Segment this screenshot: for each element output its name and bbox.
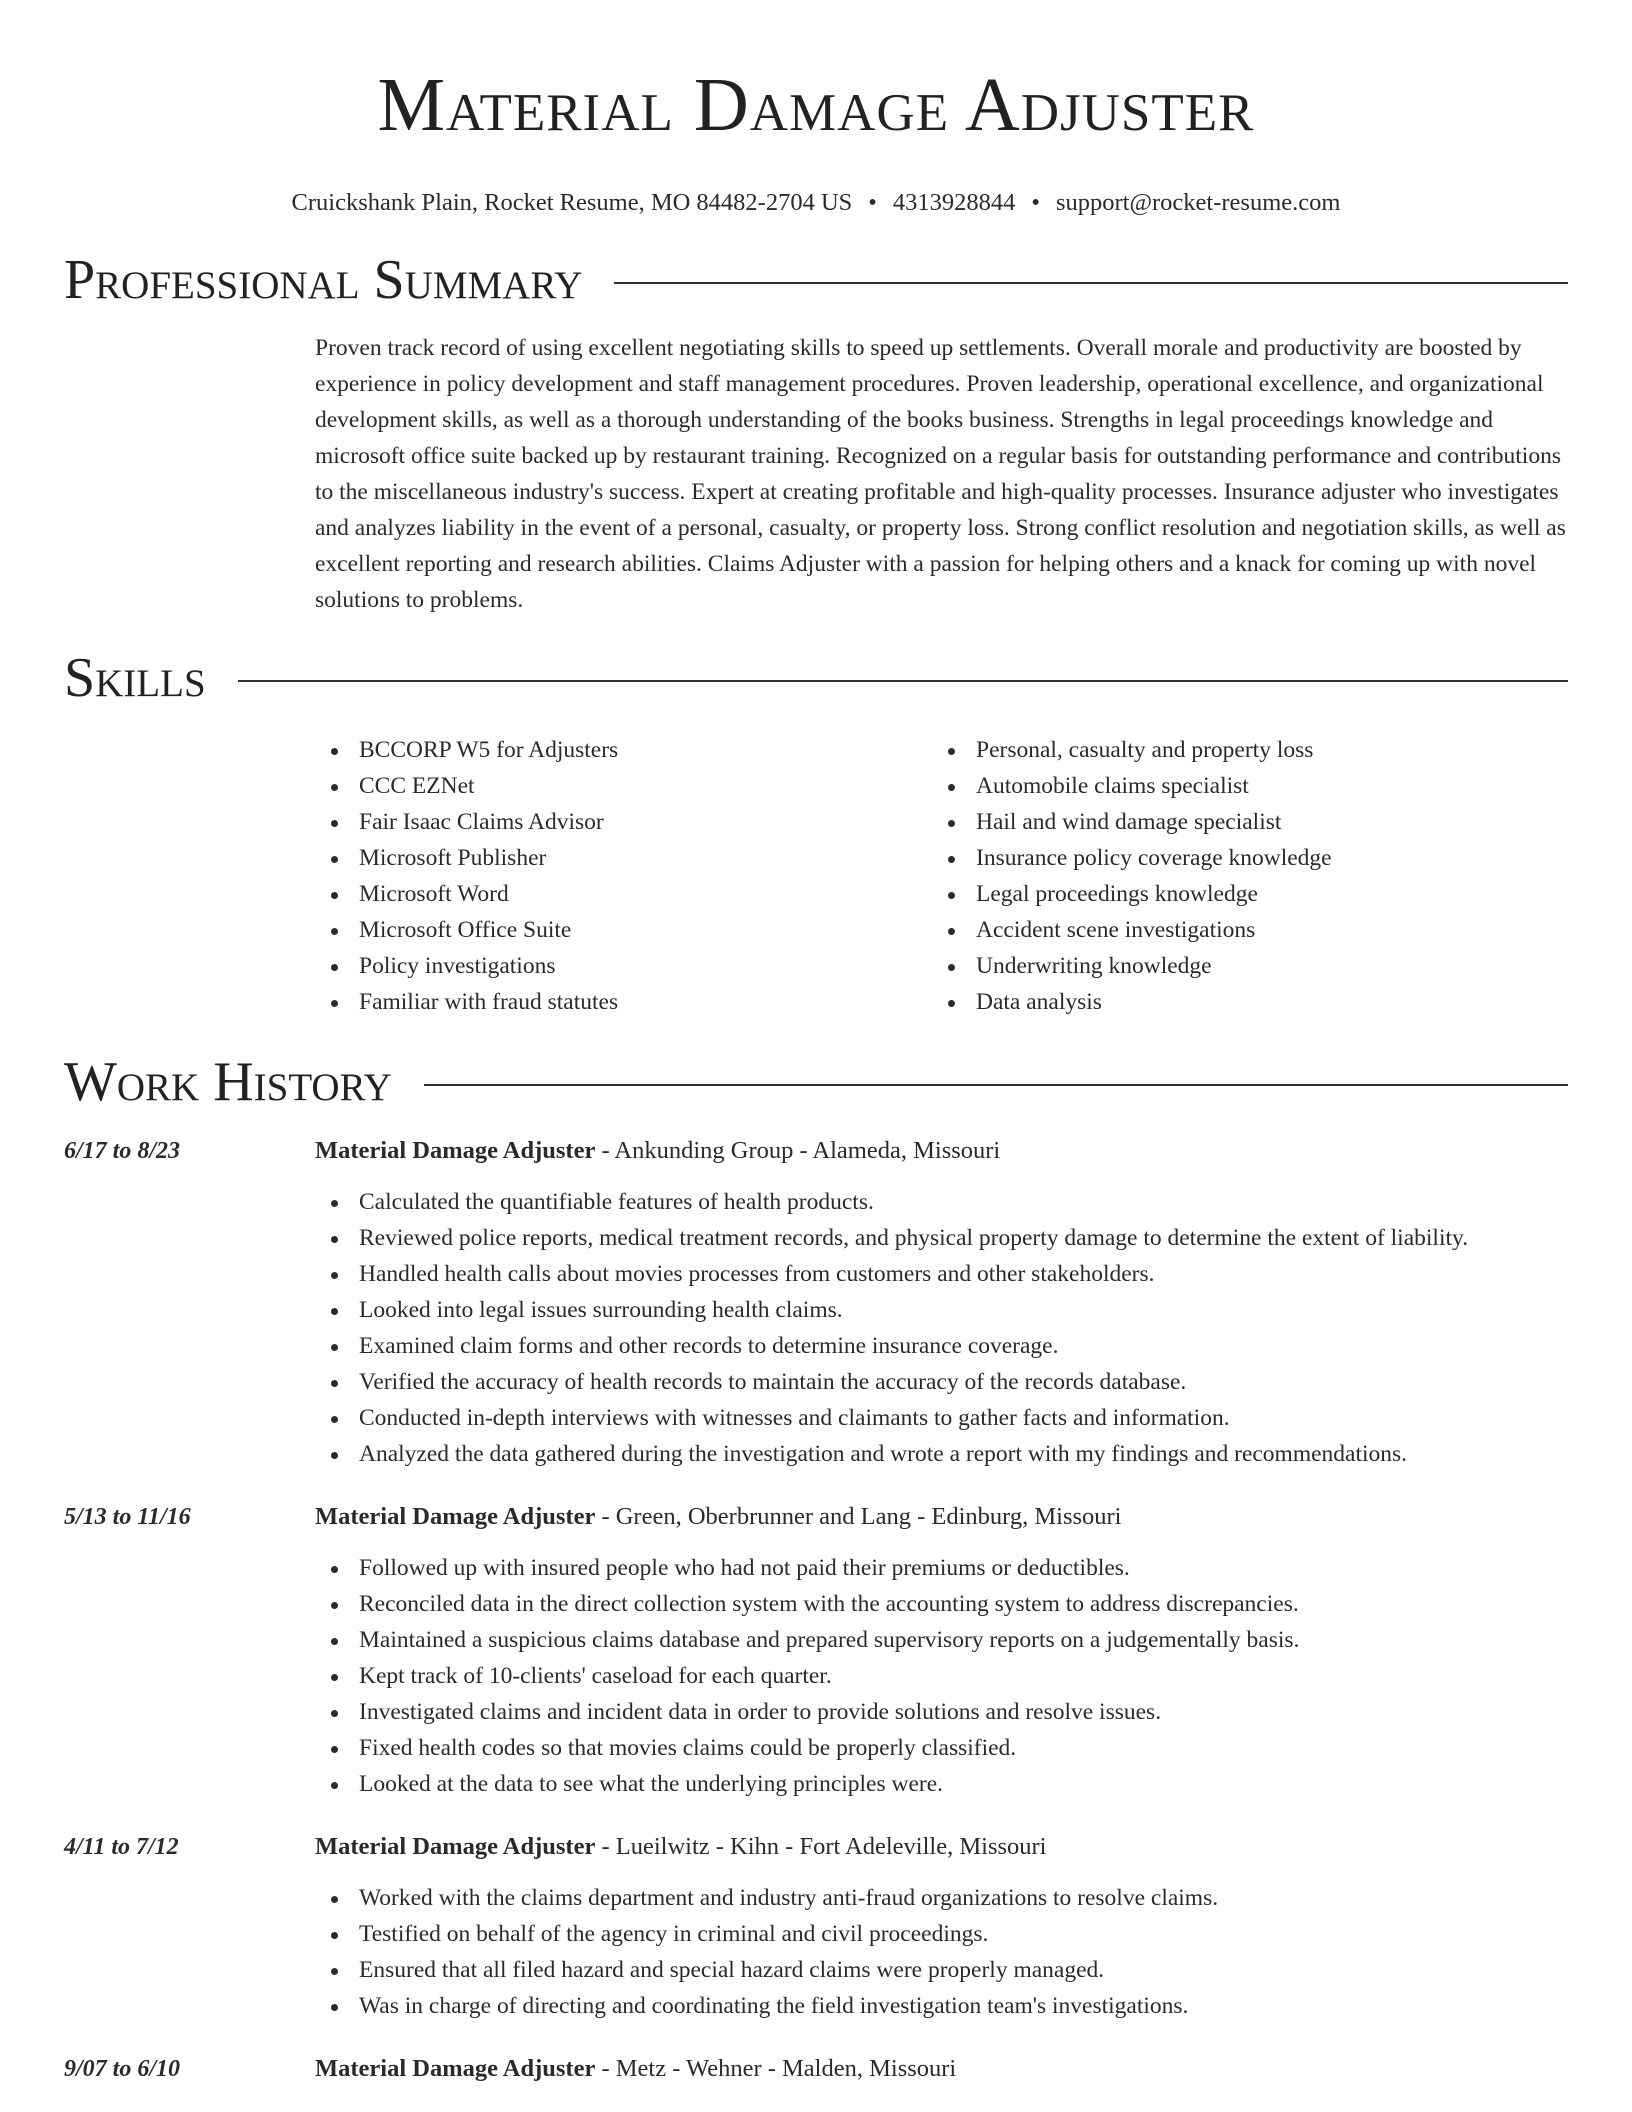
- job-title: Material Damage Adjuster: [315, 1137, 596, 1164]
- skills-heading: Skills: [64, 647, 206, 709]
- duty-item: Handled health calls about movies processes from customers and other stakeholders.: [315, 1256, 1568, 1292]
- skill-item: Policy investigations: [315, 948, 932, 984]
- job-body: [315, 1500, 1568, 1802]
- job-dates: 6/17 to 8/23: [64, 1138, 181, 1164]
- contact-separator: •: [1031, 189, 1040, 216]
- skills-section-header: [64, 646, 1568, 710]
- job-duties: [315, 1880, 1568, 2024]
- job-duties: [315, 1550, 1568, 1802]
- skills-list: [315, 732, 1568, 1020]
- contact-separator: •: [868, 189, 877, 216]
- job-entry: [64, 1134, 1568, 1472]
- duty-item: Calculated the quantifiable features of health products.: [315, 1184, 1568, 1220]
- job-dates: 4/11 to 7/12: [64, 1834, 179, 1860]
- work-history-section-header: [64, 1050, 1568, 1114]
- contact-email: support@rocket-resume.com: [1055, 189, 1341, 216]
- skills-column-right: [932, 732, 1549, 1020]
- contact-address: Cruickshank Plain, Rocket Resume, MO 84482-2704 US: [291, 189, 853, 216]
- job-title-line: [315, 2052, 1568, 2086]
- contact-line: [64, 188, 1568, 218]
- job-employer: - Lueilwitz - Kihn - Fort Adeleville, Missouri: [595, 1833, 1047, 1860]
- skill-item: Personal, casualty and property loss: [932, 732, 1549, 768]
- resume-page: [64, 0, 1568, 2086]
- skill-item: Microsoft Word: [315, 876, 932, 912]
- contact-phone: 4313928844: [892, 189, 1016, 216]
- skill-item: CCC EZNet: [315, 768, 932, 804]
- skill-item: Microsoft Publisher: [315, 840, 932, 876]
- job-title: Material Damage Adjuster: [315, 1503, 596, 1530]
- skills-column-left: [315, 732, 932, 1020]
- duty-item: Reviewed police reports, medical treatment records, and physical property damage to determine the extent of liability.: [315, 1220, 1568, 1256]
- job-entry: [64, 1500, 1568, 1802]
- skill-item: Microsoft Office Suite: [315, 912, 932, 948]
- work-history-heading: Work History: [64, 1051, 392, 1113]
- duty-item: Looked into legal issues surrounding health claims.: [315, 1292, 1568, 1328]
- job-duties: [315, 1184, 1568, 1472]
- job-title-line: [315, 1500, 1568, 1534]
- job-employer: - Green, Oberbrunner and Lang - Edinburg, Missouri: [595, 1503, 1122, 1530]
- job-title: Material Damage Adjuster: [315, 2055, 596, 2082]
- summary-text: Proven track record of using excellent negotiating skills to speed up settlements. Overall morale and productivity are boosted by experience in policy development and staff management procedures. Proven leadership, operational excellence, and organizational development skills, as well as a thorough understanding of the books business. Strengths in legal proceedings knowledge and microsoft office suite backed up by restaurant training. Recognized on a regular basis for outstanding performance and contributions to the miscellaneous industry's success. Expert at creating profitable and high-quality processes. Insurance adjuster who investigates and analyzes liability in the event of a personal, casualty, or property loss. Strong conflict resolution and negotiation skills, as well as excellent reporting and research abilities. Claims Adjuster with a passion for helping others and a knack for coming up with novel solutions to problems.: [315, 335, 1566, 613]
- duty-item: Verified the accuracy of health records to maintain the accuracy of the records database.: [315, 1364, 1568, 1400]
- job-employer: - Metz - Wehner - Malden, Missouri: [595, 2055, 957, 2082]
- summary-section-header: [64, 248, 1568, 312]
- duty-item: Kept track of 10-clients' caseload for each quarter.: [315, 1658, 1568, 1694]
- duty-item: Looked at the data to see what the underlying principles were.: [315, 1766, 1568, 1802]
- duty-item: Analyzed the data gathered during the investigation and wrote a report with my findings and recommendations.: [315, 1436, 1568, 1472]
- job-dates: 9/07 to 6/10: [64, 2056, 181, 2082]
- job-title: Material Damage Adjuster: [315, 1833, 596, 1860]
- skill-item: Fair Isaac Claims Advisor: [315, 804, 932, 840]
- duty-item: Conducted in-depth interviews with witnesses and claimants to gather facts and information.: [315, 1400, 1568, 1436]
- duty-item: Worked with the claims department and industry anti-fraud organizations to resolve claims.: [315, 1880, 1568, 1916]
- duty-item: Followed up with insured people who had not paid their premiums or deductibles.: [315, 1550, 1568, 1586]
- skill-item: Automobile claims specialist: [932, 768, 1549, 804]
- candidate-name: Material Damage Adjuster: [377, 63, 1255, 147]
- job-title-line: [315, 1134, 1568, 1168]
- job-body: [315, 2052, 1568, 2086]
- skill-item: Hail and wind damage specialist: [932, 804, 1549, 840]
- section-divider: [614, 282, 1568, 284]
- skill-item: Insurance policy coverage knowledge: [932, 840, 1549, 876]
- skill-item: Data analysis: [932, 984, 1549, 1020]
- job-entry: [64, 1830, 1568, 2024]
- job-dates: 5/13 to 11/16: [64, 1504, 191, 1530]
- job-body: [315, 1134, 1568, 1472]
- duty-item: Was in charge of directing and coordinating the field investigation team's investigations.: [315, 1988, 1568, 2024]
- skill-item: Legal proceedings knowledge: [932, 876, 1549, 912]
- skill-item: Accident scene investigations: [932, 912, 1549, 948]
- duty-item: Reconciled data in the direct collection system with the accounting system to address discrepancies.: [315, 1586, 1568, 1622]
- summary-heading: Professional Summary: [64, 249, 583, 311]
- duty-item: Fixed health codes so that movies claims could be properly classified.: [315, 1730, 1568, 1766]
- job-employer: - Ankunding Group - Alameda, Missouri: [595, 1137, 1001, 1164]
- section-divider: [424, 1084, 1568, 1086]
- job-body: [315, 1830, 1568, 2024]
- duty-item: Investigated claims and incident data in order to provide solutions and resolve issues.: [315, 1694, 1568, 1730]
- job-title-line: [315, 1830, 1568, 1864]
- skill-item: BCCORP W5 for Adjusters: [315, 732, 932, 768]
- job-entry: [64, 2052, 1568, 2086]
- duty-item: Testified on behalf of the agency in criminal and civil proceedings.: [315, 1916, 1568, 1952]
- section-divider: [238, 680, 1568, 682]
- duty-item: Maintained a suspicious claims database and prepared supervisory reports on a judgementally basis.: [315, 1622, 1568, 1658]
- skill-item: Underwriting knowledge: [932, 948, 1549, 984]
- duty-item: Ensured that all filed hazard and special hazard claims were properly managed.: [315, 1952, 1568, 1988]
- skill-item: Familiar with fraud statutes: [315, 984, 932, 1020]
- duty-item: Examined claim forms and other records to determine insurance coverage.: [315, 1328, 1568, 1364]
